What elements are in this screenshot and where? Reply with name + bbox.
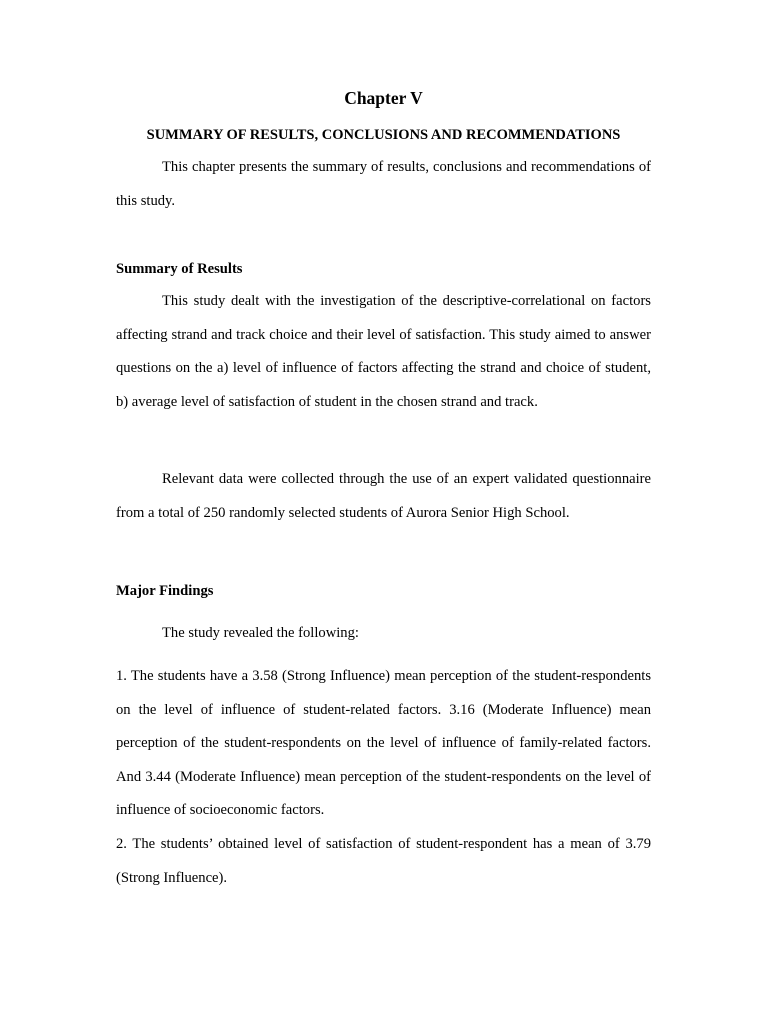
main-title: SUMMARY OF RESULTS, CONCLUSIONS AND RECOMMENDATIONS xyxy=(146,127,621,143)
summary-heading: Summary of Results xyxy=(116,261,243,277)
findings-heading: Major Findings xyxy=(116,583,214,599)
summary-paragraph-1: This study dealt with the investigation of the descriptive-correlational on factors affecting strand and track choice and their level of satisfaction. This study aimed to answer questions on the a) level of influence of factors affecting the strand and choice of student, b) average level of satisfaction of student in the chosen strand and track. xyxy=(116,293,651,410)
intro-paragraph: This chapter presents the summary of results, conclusions and recommendations of this study. xyxy=(116,159,651,209)
findings-intro: The study revealed the following: xyxy=(162,625,359,641)
finding-item-2: 2. The students’ obtained level of satisfaction of student-respondent has a mean of 3.79 (Strong Influence). xyxy=(116,836,651,886)
finding-item-1: 1. The students have a 3.58 (Strong Influence) mean perception of the student-respondents on the level of influence of student-related factors. 3.16 (Moderate Influence) mean perception of the student-respondents on the level of influence of family-related factors. And 3.44 (Moderate Influence) mean perception of the student-respondents on the level of influence of socioeconomic factors. xyxy=(116,668,651,819)
chapter-title: Chapter V xyxy=(344,88,423,108)
summary-paragraph-2: Relevant data were collected through the use of an expert validated questionnaire from a total of 250 randomly selected students of Aurora Senior High School. xyxy=(116,471,651,521)
